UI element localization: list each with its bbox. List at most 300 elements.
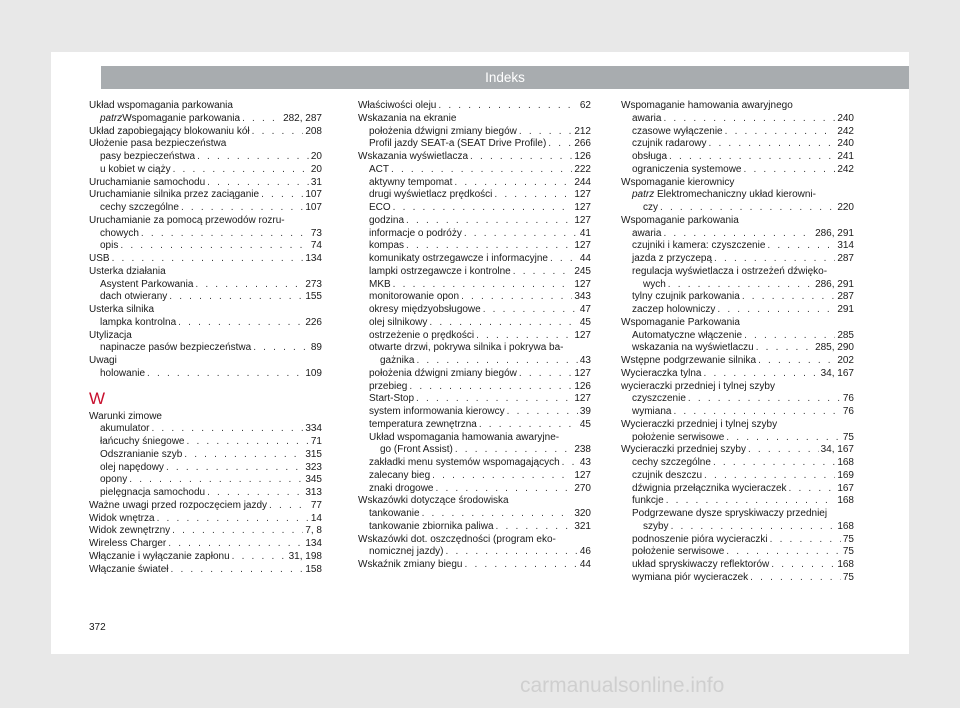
page-ref: 168 (837, 457, 854, 468)
index-term: szyby (643, 520, 669, 532)
page-ref: 314 (837, 240, 854, 252)
index-entry (89, 551, 322, 564)
leader-dots (494, 189, 572, 202)
index-term: Włączanie świateł (89, 563, 169, 575)
page-ref: 31, 198 (288, 550, 322, 562)
leader-dots (178, 317, 303, 330)
index-term: regulacja wyświetlacza i ostrzeżeń dźwięko- (632, 265, 828, 277)
index-see-reference (89, 113, 322, 126)
index-term: temperatura zewnętrzna (369, 418, 477, 430)
leader-dots (393, 279, 573, 292)
leader-dots (725, 126, 836, 139)
page-ref: 75 (842, 533, 854, 545)
index-entry (621, 304, 854, 317)
index-term: otwarte drzwi, pokrywa silnika i pokrywa ba- (369, 342, 564, 354)
leader-dots (112, 253, 304, 266)
index-term: Uwagi (89, 355, 117, 366)
index-entry (358, 189, 591, 202)
page-ref: 44 (579, 253, 591, 264)
page-ref: 155 (305, 291, 322, 303)
index-entry (89, 462, 322, 475)
leader-dots (184, 449, 303, 462)
index-entry (621, 202, 854, 215)
index-term: zalecany bieg (369, 469, 431, 481)
index-term: zaczep holowniczy (632, 304, 716, 315)
index-entry (621, 330, 854, 343)
index-entry (89, 279, 322, 292)
index-term: holowanie (100, 367, 146, 379)
index-term: informacje o podróży (369, 227, 462, 239)
leader-dots (496, 521, 573, 534)
leader-dots (714, 253, 835, 266)
leader-dots (464, 228, 578, 241)
page-ref: 127 (574, 329, 591, 341)
index-heading (89, 100, 322, 113)
page-ref: 46 (579, 546, 591, 558)
index-term: funkcje (632, 495, 664, 507)
leader-dots (455, 444, 573, 457)
index-entry (358, 240, 591, 253)
page-ref: 242 (837, 125, 854, 137)
index-term: Ważne uwagi przed rozpoczęciem jazdy (89, 499, 268, 511)
page-ref: 169 (837, 469, 854, 481)
index-entry (358, 279, 591, 292)
page-ref: 126 (574, 151, 591, 162)
page-ref: 127 (574, 240, 591, 252)
page-ref: 320 (574, 508, 591, 519)
leader-dots (519, 126, 572, 139)
page-ref: 323 (305, 461, 322, 473)
leader-dots (406, 240, 572, 253)
index-term: Utylizacja (89, 329, 132, 341)
index-entry (621, 572, 854, 585)
index-heading (89, 215, 322, 228)
index-term: monitorowanie opon (369, 291, 460, 303)
leader-dots (464, 559, 577, 572)
index-entry (621, 457, 854, 470)
index-term: Odszranianie szyb (100, 448, 183, 460)
index-column-3 (621, 100, 854, 585)
index-entry (89, 240, 322, 253)
index-term: układ spryskiwaczy reflektorów (632, 559, 770, 570)
index-entry (358, 330, 591, 343)
index-term: Wskaźnik zmiany biegu (358, 559, 463, 570)
index-entry (89, 513, 322, 526)
index-term: tylny czujnik parkowania (632, 291, 740, 303)
index-term: pasy bezpieczeństwa (100, 151, 196, 162)
index-entry (89, 177, 322, 190)
index-term: położenie serwisowe (632, 431, 725, 443)
index-entry (89, 368, 322, 381)
manual-page (51, 52, 909, 654)
page-ref: 134 (305, 253, 322, 264)
section-header: Indeks (101, 66, 909, 89)
page-ref: 71 (310, 436, 322, 447)
index-entry (358, 546, 591, 559)
leader-dots (181, 202, 303, 215)
index-term: wych (643, 278, 666, 290)
leader-dots (129, 474, 303, 487)
leader-dots (435, 483, 572, 496)
page-ref: 134 (305, 538, 322, 549)
index-term: MKB (369, 278, 391, 290)
page-ref: 74 (310, 240, 322, 252)
index-entry (621, 521, 854, 534)
index-term: położenie serwisowe (632, 546, 725, 558)
index-entry (621, 164, 854, 177)
leader-dots (507, 406, 578, 419)
leader-dots (232, 551, 287, 564)
leader-dots (393, 202, 573, 215)
leader-dots (770, 534, 841, 547)
index-entry (358, 470, 591, 483)
leader-dots (562, 457, 578, 470)
leader-dots (673, 406, 840, 419)
leader-dots (479, 419, 578, 432)
index-entry (89, 538, 322, 551)
leader-dots (461, 291, 572, 304)
index-term: awaria (632, 227, 662, 239)
page-ref: 158 (305, 563, 322, 575)
index-term: pielęgnacja samochodu (100, 487, 206, 498)
index-entry (89, 500, 322, 513)
page-ref: 127 (574, 202, 591, 213)
leader-dots (438, 100, 578, 113)
page-ref: 242 (837, 163, 854, 175)
index-entry (358, 317, 591, 330)
leader-dots (416, 393, 572, 406)
page-ref: 107 (305, 189, 322, 201)
index-term: Właściwości oleju (358, 100, 437, 111)
index-entry (358, 521, 591, 534)
index-term: czy (643, 202, 658, 213)
index-term: Wycieraczka tylna (621, 367, 702, 379)
index-entry (358, 457, 591, 470)
leader-dots (207, 177, 309, 190)
page-ref: 220 (837, 202, 854, 213)
index-term: przebieg (369, 380, 408, 392)
page-ref: 34, 167 (820, 367, 854, 379)
index-entry (358, 291, 591, 304)
index-term: Profil jazdy SEAT-a (SEAT Drive Profile) (369, 138, 547, 150)
leader-dots (744, 330, 835, 343)
index-term: wskazania na wyświetlaczu (632, 342, 754, 354)
index-entry (89, 291, 322, 304)
index-heading (89, 411, 322, 424)
index-entry (358, 355, 591, 368)
index-term: Układ wspomagania parkowania (89, 100, 233, 111)
index-term: Uruchamianie samochodu (89, 176, 206, 188)
leader-dots (147, 368, 303, 381)
index-entry (358, 138, 591, 151)
page-ref: 127 (574, 189, 591, 201)
page-ref: 39 (579, 406, 591, 417)
leader-dots (269, 500, 309, 513)
leader-dots (253, 342, 309, 355)
index-entry (358, 126, 591, 139)
index-entry (89, 525, 322, 538)
page-ref: 240 (837, 138, 854, 150)
leader-dots (550, 253, 578, 266)
page-ref: 45 (579, 418, 591, 430)
index-term: Usterka działania (89, 265, 166, 277)
index-term: czujniki i kamera: czyszczenie (632, 240, 766, 252)
index-entry (621, 279, 854, 292)
page-ref: 43 (579, 457, 591, 468)
index-term: Włączanie i wyłączanie zapłonu (89, 550, 230, 562)
index-entry (358, 164, 591, 177)
index-heading (358, 495, 591, 508)
page-ref: 287 (837, 291, 854, 303)
index-term: podnoszenie pióra wycieraczki (632, 533, 768, 545)
index-term: go (Front Assist) (380, 444, 453, 456)
page-ref: 285, 290 (815, 342, 854, 354)
index-term: opony (100, 474, 128, 486)
page-ref: 282, 287 (283, 112, 322, 124)
page-ref: 45 (579, 316, 591, 328)
page-ref: 167 (837, 482, 854, 494)
leader-dots (445, 546, 577, 559)
index-entry (89, 228, 322, 241)
index-entry (89, 487, 322, 500)
page-ref: 240 (837, 112, 854, 124)
index-entry (89, 474, 322, 487)
index-entry (89, 151, 322, 164)
watermark: carmanualsonline.info (520, 674, 725, 697)
page-ref: 31 (310, 176, 322, 188)
page-ref: 168 (837, 520, 854, 532)
index-term: czasowe wyłączenie (632, 125, 723, 137)
index-entry (621, 342, 854, 355)
page-ref: 75 (842, 546, 854, 558)
index-heading (89, 266, 322, 279)
page-ref: 287 (837, 253, 854, 264)
page-ref: 270 (574, 482, 591, 494)
index-heading (89, 330, 322, 343)
leader-dots (713, 457, 835, 470)
index-entry (358, 304, 591, 317)
page-ref: 315 (305, 448, 322, 460)
page-ref: 89 (310, 342, 322, 354)
leader-dots (771, 559, 835, 572)
leader-dots (157, 513, 309, 526)
leader-dots (432, 470, 572, 483)
index-term: Wskazówki dot. oszczędności (program eko- (358, 533, 556, 545)
index-entry (621, 534, 854, 547)
index-entry (621, 483, 854, 496)
leader-dots (187, 436, 309, 449)
leader-dots (166, 462, 303, 475)
leader-dots (197, 151, 309, 164)
leader-dots (708, 138, 835, 151)
leader-dots (660, 202, 835, 215)
index-term: Wspomaganie Parkowania (621, 316, 740, 328)
index-term: tankowanie (369, 508, 420, 519)
index-entry (358, 368, 591, 381)
page-ref: 321 (574, 520, 591, 532)
page-ref: 20 (310, 151, 322, 162)
leader-dots (742, 291, 835, 304)
page-ref: 244 (574, 176, 591, 188)
index-entry (358, 393, 591, 406)
leader-dots (704, 368, 819, 381)
leader-dots (169, 291, 303, 304)
page-ref: 34, 167 (820, 444, 854, 456)
index-term: Wycieraczki przedniej szyby (621, 444, 746, 456)
index-term: dach otwierany (100, 291, 168, 303)
page-ref: 14 (310, 512, 322, 524)
index-term: Wspomaganie parkowania (122, 112, 241, 124)
index-entry (358, 381, 591, 394)
index-term: ograniczenia systemowe (632, 163, 742, 175)
leader-dots (168, 538, 303, 551)
index-entry (621, 368, 854, 381)
leader-dots (261, 189, 303, 202)
index-entry (358, 508, 591, 521)
leader-dots (704, 470, 835, 483)
leader-dots (252, 126, 304, 139)
index-entry (621, 253, 854, 266)
page-ref: 7, 8 (305, 525, 322, 537)
index-term: Wycieraczki przedniej i tylnej szyby (621, 418, 778, 430)
page-ref: 44 (579, 559, 591, 570)
index-subheading (621, 508, 854, 521)
page-ref: 127 (574, 469, 591, 481)
page-ref: 168 (837, 495, 854, 507)
index-subheading (358, 342, 591, 355)
index-term: drugi wyświetlacz prędkości (369, 189, 493, 201)
leader-dots (151, 423, 303, 436)
index-term: Uruchamianie za pomocą przewodów rozru- (89, 214, 285, 226)
index-term: gażnika (380, 355, 415, 366)
leader-dots (476, 330, 572, 343)
leader-dots (409, 381, 572, 394)
index-heading (621, 419, 854, 432)
index-term: u kobiet w ciąży (100, 163, 171, 175)
page-ref: 313 (305, 487, 322, 498)
index-entry (358, 559, 591, 572)
index-term: Elektromechaniczny układ kierowni- (654, 189, 816, 201)
index-term: Układ zapobiegający blokowaniu kół (89, 125, 250, 137)
index-term: olej napędowy (100, 461, 164, 473)
index-term: godzina (369, 214, 405, 226)
index-term: nomicznej jazdy) (369, 546, 444, 558)
index-heading (89, 304, 322, 317)
index-term: łańcuchy śniegowe (100, 436, 185, 447)
leader-dots (170, 564, 303, 577)
page-ref: 241 (837, 151, 854, 162)
index-term: czujnik deszczu (632, 469, 703, 481)
index-term: komunikaty ostrzegawcze i informacyjne (369, 253, 548, 264)
index-entry (621, 240, 854, 253)
index-term: położenia dźwigni zmiany biegów (369, 125, 517, 137)
page-ref: 212 (574, 125, 591, 137)
index-entry (621, 393, 854, 406)
index-entry (621, 355, 854, 368)
index-term: Asystent Parkowania (100, 278, 194, 290)
index-term: czyszczenie (632, 393, 686, 405)
index-term: tankowanie zbiornika paliwa (369, 520, 494, 532)
leader-dots (744, 164, 836, 177)
page-ref: 20 (310, 163, 322, 175)
index-term: Widok zewnętrzny (89, 525, 171, 537)
leader-dots (750, 572, 841, 585)
index-term: aktywny tempomat (369, 176, 453, 188)
page-ref: 76 (842, 406, 854, 417)
index-entry (621, 432, 854, 445)
index-term: jazda z przyczepą (632, 253, 713, 264)
leader-dots (789, 483, 836, 496)
leader-dots (666, 495, 836, 508)
see-label: patrz (100, 112, 123, 124)
index-term: napinacze pasów bezpieczeństwa (100, 342, 252, 354)
index-term: obsługa (632, 151, 668, 162)
index-term: znaki drogowe (369, 482, 434, 494)
index-entry (358, 177, 591, 190)
page-ref: 41 (579, 227, 591, 239)
page-ref: 202 (837, 355, 854, 366)
leader-dots (470, 151, 572, 164)
index-entry (358, 266, 591, 279)
index-term: USB (89, 253, 110, 264)
page-ref: 334 (305, 423, 322, 435)
index-term: lampki ostrzegawcze i kontrolne (369, 265, 511, 277)
index-term: Start-Stop (369, 393, 415, 405)
page-ref: 226 (305, 316, 322, 328)
leader-dots (668, 279, 813, 292)
leader-dots (767, 240, 835, 253)
leader-dots (756, 342, 813, 355)
index-entry (358, 100, 591, 113)
index-term: awaria (632, 112, 662, 124)
leader-dots (483, 304, 578, 317)
leader-dots (242, 113, 281, 126)
index-term: Automatyczne włączenie (632, 329, 743, 341)
page-ref: 107 (305, 202, 322, 213)
page-ref: 126 (574, 380, 591, 392)
index-term: Wireless Charger (89, 538, 167, 549)
leader-dots (726, 546, 841, 559)
index-entry (89, 423, 322, 436)
index-term: lampka kontrolna (100, 316, 177, 328)
leader-dots (513, 266, 573, 279)
index-term: Wspomaganie parkowania (621, 214, 739, 226)
page-ref: 76 (842, 393, 854, 405)
leader-dots (663, 228, 813, 241)
index-column-2 (358, 100, 591, 572)
leader-dots (663, 113, 835, 126)
leader-dots (422, 508, 573, 521)
leader-dots (172, 525, 303, 538)
index-term: Wskazania na ekranie (358, 112, 457, 124)
index-entry (621, 495, 854, 508)
index-term: Uruchamianie silnika przez zaciąganie (89, 189, 260, 201)
index-heading (621, 215, 854, 228)
index-entry (89, 164, 322, 177)
index-term: olej silnikowy (369, 316, 428, 328)
index-heading (621, 177, 854, 190)
leader-dots (688, 393, 841, 406)
index-entry (358, 228, 591, 241)
page-ref: 222 (574, 163, 591, 175)
index-term: Układ wspomagania hamowania awaryjne- (369, 431, 560, 443)
index-term: położenia dźwigni zmiany biegów (369, 367, 517, 379)
index-entry (89, 253, 322, 266)
page-ref: 127 (574, 214, 591, 226)
index-term: ECO (369, 202, 391, 213)
index-see-reference (621, 189, 854, 202)
page-ref: 208 (305, 125, 322, 137)
